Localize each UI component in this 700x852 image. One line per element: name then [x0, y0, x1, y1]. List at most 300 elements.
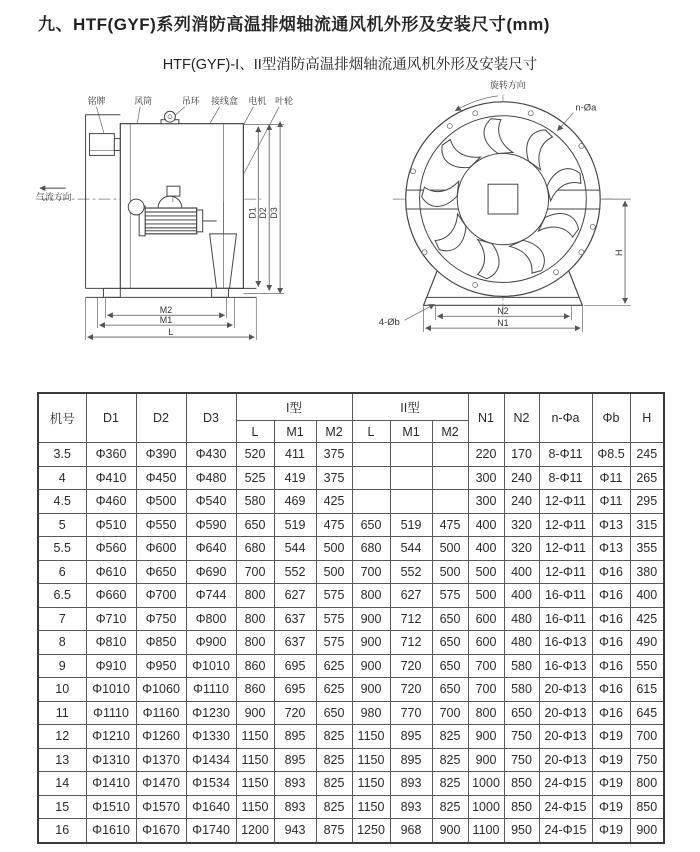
table-cell: 1000 [468, 772, 504, 796]
table-cell: Φ360 [86, 443, 136, 467]
col-n2: N2 [504, 393, 539, 443]
col-d1: D1 [86, 393, 136, 443]
dim-h-label: H [613, 249, 624, 256]
table-cell: Φ650 [136, 560, 186, 584]
table-cell: 893 [390, 795, 432, 819]
table-row [38, 654, 664, 678]
table-row [38, 607, 664, 631]
table-cell: Φ410 [86, 466, 136, 490]
dim-l-label: L [168, 327, 174, 338]
col-n-phi-a: n-Φa [539, 393, 592, 443]
table-cell: Φ1110 [186, 678, 236, 702]
table-cell: 800 [236, 631, 274, 655]
table-cell: Φ910 [86, 654, 136, 678]
side-view-drawing [28, 76, 361, 348]
table-cell: 712 [390, 607, 432, 631]
table-cell: Φ16 [592, 654, 630, 678]
table-cell: 875 [316, 819, 352, 843]
table-cell: Φ16 [592, 584, 630, 608]
table-cell: 700 [432, 701, 468, 725]
table-row [38, 490, 664, 514]
table-cell: 295 [630, 490, 664, 514]
table-cell: 15 [38, 795, 86, 819]
table-cell: 3.5 [38, 443, 86, 467]
table-cell: Φ450 [136, 466, 186, 490]
table-cell: 943 [274, 819, 316, 843]
table-cell: 712 [390, 631, 432, 655]
table-cell: Φ1260 [136, 725, 186, 749]
table-cell: Φ16 [592, 607, 630, 631]
table-cell: Φ1434 [186, 748, 236, 772]
table-cell: 900 [352, 607, 390, 631]
table-cell: Φ19 [592, 819, 630, 843]
table-cell: 519 [274, 513, 316, 537]
table-cell: Φ1210 [86, 725, 136, 749]
table-cell: 720 [390, 654, 432, 678]
table-cell: 900 [352, 654, 390, 678]
table-cell: 16 [38, 819, 86, 843]
lifting-ring-label: 吊环 [181, 95, 200, 106]
table-cell: 700 [236, 560, 274, 584]
table-cell: 400 [468, 537, 504, 561]
table-cell: 550 [630, 654, 664, 678]
table-cell: Φ480 [186, 466, 236, 490]
table-cell: 650 [432, 678, 468, 702]
col-type2-l: L [352, 421, 390, 443]
col-group-type2: II型 [352, 393, 468, 421]
table-cell: 645 [630, 701, 664, 725]
table-row [38, 513, 664, 537]
table-cell: Φ390 [136, 443, 186, 467]
table-header [38, 393, 664, 443]
table-cell: 16-Φ13 [539, 654, 592, 678]
table-cell: 1250 [352, 819, 390, 843]
table-cell: Φ1410 [86, 772, 136, 796]
table-row [38, 701, 664, 725]
dimension-ml [86, 297, 257, 340]
table-cell: 600 [468, 607, 504, 631]
table-cell: Φ11 [592, 466, 630, 490]
table-cell: Φ810 [86, 631, 136, 655]
table-row [38, 560, 664, 584]
table-cell: 320 [504, 537, 539, 561]
table-cell: 895 [274, 748, 316, 772]
table-cell: 1150 [236, 795, 274, 819]
table-cell: 1150 [236, 772, 274, 796]
table-cell: Φ900 [186, 631, 236, 655]
table-cell: Φ1010 [86, 678, 136, 702]
table-cell: 519 [390, 513, 432, 537]
rotation-label: 旋转方向 [489, 79, 526, 90]
table-cell: 400 [504, 560, 539, 584]
table-cell: Φ19 [592, 725, 630, 749]
table-cell: Φ700 [136, 584, 186, 608]
table-row [38, 725, 664, 749]
table-cell: 411 [274, 443, 316, 467]
table-cell: 720 [274, 701, 316, 725]
col-type2-m2: M2 [432, 421, 468, 443]
table-cell: 650 [316, 701, 352, 725]
table-cell: 950 [504, 819, 539, 843]
table-cell: 720 [390, 678, 432, 702]
dimension-n [423, 306, 582, 332]
dim-d2-label: D2 [258, 207, 269, 219]
table-cell: 5 [38, 513, 86, 537]
table-cell: 400 [630, 584, 664, 608]
table-cell: 615 [630, 678, 664, 702]
table-cell: 7 [38, 607, 86, 631]
table-cell: Φ16 [592, 631, 630, 655]
table-cell: Φ1470 [136, 772, 186, 796]
table-cell: Φ16 [592, 678, 630, 702]
table-cell: 13 [38, 748, 86, 772]
table-cell: 680 [236, 537, 274, 561]
table-cell: Φ800 [186, 607, 236, 631]
table-cell: Φ710 [86, 607, 136, 631]
table-cell: 400 [468, 513, 504, 537]
table-row [38, 795, 664, 819]
table-cell: 650 [504, 701, 539, 725]
table-cell: 4 [38, 466, 86, 490]
table-cell: 16-Φ13 [539, 631, 592, 655]
table-cell: 800 [236, 584, 274, 608]
table-cell: Φ1640 [186, 795, 236, 819]
front-view-drawing [361, 76, 698, 348]
table-cell: 1200 [236, 819, 274, 843]
table-cell: 8-Φ11 [539, 443, 592, 467]
table-cell: 825 [432, 725, 468, 749]
page-subtitle: HTF(GYF)-I、II型消防高温排烟轴流通风机外形及安装尺寸 [162, 57, 538, 73]
table-cell: 500 [468, 560, 504, 584]
table-cell: 580 [504, 654, 539, 678]
table-cell [390, 443, 432, 467]
table-cell: 425 [630, 607, 664, 631]
table-cell: 8-Φ11 [539, 466, 592, 490]
table-cell: 375 [316, 443, 352, 467]
table-cell: Φ1534 [186, 772, 236, 796]
table-cell: Φ590 [186, 513, 236, 537]
table-cell: 12-Φ11 [539, 513, 592, 537]
table-cell: 625 [316, 678, 352, 702]
table-cell: 380 [630, 560, 664, 584]
col-d2: D2 [136, 393, 186, 443]
dim-n2-label: N2 [496, 306, 509, 317]
col-type1-m2: M2 [316, 421, 352, 443]
drawings-row [0, 76, 700, 348]
table-cell: 850 [504, 772, 539, 796]
dim-d1-label: D1 [247, 207, 258, 219]
table-cell: 627 [390, 584, 432, 608]
table-cell: 895 [274, 725, 316, 749]
table-cell: 695 [274, 654, 316, 678]
table-cell [432, 443, 468, 467]
table-cell: 750 [630, 748, 664, 772]
table-cell: Φ950 [136, 654, 186, 678]
table-cell: 580 [504, 678, 539, 702]
table-cell: Φ13 [592, 537, 630, 561]
table-cell: 825 [432, 795, 468, 819]
table-cell: Φ1570 [136, 795, 186, 819]
table-cell: Φ660 [86, 584, 136, 608]
table-cell: Φ19 [592, 772, 630, 796]
table-cell [352, 443, 390, 467]
table-cell: Φ1160 [136, 701, 186, 725]
table-cell: 900 [352, 631, 390, 655]
hub-square [488, 184, 518, 214]
col-type1-l: L [236, 421, 274, 443]
table-cell: Φ1060 [136, 678, 186, 702]
table-cell: 16-Φ11 [539, 584, 592, 608]
table-cell: 24-Φ15 [539, 772, 592, 796]
dim-m2-label: M2 [159, 305, 173, 316]
table-cell: 893 [274, 772, 316, 796]
table-cell: 580 [236, 490, 274, 514]
table-cell: 770 [390, 701, 432, 725]
table-cell: 700 [352, 560, 390, 584]
page [0, 10, 700, 844]
table-cell: 425 [316, 490, 352, 514]
table-cell: 20-Φ13 [539, 678, 592, 702]
table-cell: 544 [274, 537, 316, 561]
table-cell: Φ1370 [136, 748, 186, 772]
table-cell: 1150 [352, 725, 390, 749]
table-cell: Φ1740 [186, 819, 236, 843]
junction-box [167, 186, 180, 196]
table-row [38, 443, 664, 467]
table-cell: Φ11 [592, 490, 630, 514]
table-cell: 480 [504, 631, 539, 655]
foot-holes-label: 4-Øb [378, 316, 400, 328]
table-cell: 245 [630, 443, 664, 467]
table-cell: 650 [432, 631, 468, 655]
col-machine-no: 机号 [38, 393, 86, 443]
table-cell: 850 [630, 795, 664, 819]
table-cell: 575 [316, 584, 352, 608]
table-cell: Φ540 [186, 490, 236, 514]
table-cell: 750 [504, 748, 539, 772]
col-phi-b: Φb [592, 393, 630, 443]
nameplate [90, 134, 115, 156]
table-cell [390, 466, 432, 490]
table-cell: 893 [390, 772, 432, 796]
table-cell: Φ744 [186, 584, 236, 608]
table-cell: 220 [468, 443, 504, 467]
col-h: H [630, 393, 664, 443]
table-cell [432, 466, 468, 490]
dim-m1-label: M1 [159, 315, 173, 326]
table-cell: 265 [630, 466, 664, 490]
impeller-label: 叶轮 [275, 95, 294, 106]
dimension-d [243, 122, 284, 294]
table-cell: 320 [504, 513, 539, 537]
table-row [38, 631, 664, 655]
table-cell: 575 [316, 607, 352, 631]
airflow-direction [36, 188, 72, 202]
table-cell: 475 [316, 513, 352, 537]
table-cell: 893 [274, 795, 316, 819]
table-cell: 500 [432, 560, 468, 584]
table-cell [390, 490, 432, 514]
table-cell: 24-Φ15 [539, 819, 592, 843]
table-cell: 1150 [352, 748, 390, 772]
table-cell: 20-Φ13 [539, 701, 592, 725]
table-cell: 800 [352, 584, 390, 608]
table-cell: 650 [236, 513, 274, 537]
table-cell: 12-Φ11 [539, 490, 592, 514]
table-cell: 240 [504, 490, 539, 514]
table-cell: 575 [432, 584, 468, 608]
table-row [38, 466, 664, 490]
table-cell: 750 [504, 725, 539, 749]
dimensions-table [37, 392, 665, 844]
table-cell: 860 [236, 678, 274, 702]
table-cell: 469 [274, 490, 316, 514]
table-cell: 170 [504, 443, 539, 467]
table-cell: Φ13 [592, 513, 630, 537]
table-cell: 419 [274, 466, 316, 490]
table-cell: 500 [316, 537, 352, 561]
table-cell: 637 [274, 631, 316, 655]
table-cell: 16-Φ11 [539, 607, 592, 631]
table-cell: 825 [432, 772, 468, 796]
table-cell: 1000 [468, 795, 504, 819]
table-cell: 11 [38, 701, 86, 725]
table-cell: 900 [352, 678, 390, 702]
table-cell: 825 [316, 772, 352, 796]
table-cell: Φ1330 [186, 725, 236, 749]
table-cell [352, 490, 390, 514]
table-cell: 825 [432, 748, 468, 772]
table-cell: 680 [352, 537, 390, 561]
duct-label: 风筒 [134, 95, 153, 106]
table-cell: Φ16 [592, 701, 630, 725]
table-row [38, 537, 664, 561]
table-cell: 315 [630, 513, 664, 537]
table-cell: Φ430 [186, 443, 236, 467]
table-cell: 637 [274, 607, 316, 631]
table-cell: 650 [432, 607, 468, 631]
table-cell: 650 [432, 654, 468, 678]
table-cell: 20-Φ13 [539, 725, 592, 749]
table-cell: 520 [236, 443, 274, 467]
table-cell: 1150 [352, 795, 390, 819]
table-cell: 1100 [468, 819, 504, 843]
table-cell: Φ8.5 [592, 443, 630, 467]
table-cell: 980 [352, 701, 390, 725]
table-cell: Φ560 [86, 537, 136, 561]
foot-holes-callout [378, 304, 434, 327]
table-cell: 1150 [236, 748, 274, 772]
table-cell: 4.5 [38, 490, 86, 514]
motor-label: 电机 [248, 95, 267, 106]
table-row [38, 748, 664, 772]
airflow-label: 气流方向 [35, 192, 72, 203]
table-cell: 355 [630, 537, 664, 561]
table-cell: 895 [390, 725, 432, 749]
table-cell: Φ500 [136, 490, 186, 514]
table-cell: 12-Φ11 [539, 537, 592, 561]
table-cell: 575 [316, 631, 352, 655]
table-cell: 900 [432, 819, 468, 843]
table-body [38, 443, 664, 843]
table-cell [352, 466, 390, 490]
table-cell: 900 [468, 725, 504, 749]
dim-d3-label: D3 [269, 207, 280, 219]
table-cell: 240 [504, 466, 539, 490]
table-cell: 544 [390, 537, 432, 561]
table-cell: 650 [352, 513, 390, 537]
table-cell: Φ460 [86, 490, 136, 514]
table-cell: 300 [468, 490, 504, 514]
table-cell: 900 [468, 748, 504, 772]
table-cell: 700 [468, 654, 504, 678]
table-cell: Φ19 [592, 748, 630, 772]
table-cell: Φ1230 [186, 701, 236, 725]
table-cell: 800 [236, 607, 274, 631]
table-cell: 850 [504, 795, 539, 819]
table-cell: 500 [468, 584, 504, 608]
table-cell: 895 [390, 748, 432, 772]
table-row [38, 584, 664, 608]
table-cell: 6 [38, 560, 86, 584]
table-cell: 5.5 [38, 537, 86, 561]
junction-box-label: 接线盒 [211, 95, 238, 106]
table-cell: 860 [236, 654, 274, 678]
table-cell: 500 [432, 537, 468, 561]
table-row [38, 819, 664, 843]
table-cell: 24-Φ15 [539, 795, 592, 819]
table-cell: Φ1110 [86, 701, 136, 725]
table-cell: 625 [316, 654, 352, 678]
table-cell: 480 [504, 607, 539, 631]
col-type1-m1: M1 [274, 421, 316, 443]
col-group-type1: I型 [236, 393, 352, 421]
table-cell: 490 [630, 631, 664, 655]
inlet-box [86, 115, 121, 289]
page-title: 九、HTF(GYF)系列消防高温排烟轴流通风机外形及安装尺寸(mm) [38, 15, 550, 34]
bolt-circle-label: n-Øa [574, 101, 596, 113]
table-cell: Φ850 [136, 631, 186, 655]
table-cell: Φ1310 [86, 748, 136, 772]
table-cell: 525 [236, 466, 274, 490]
table-cell: 825 [316, 795, 352, 819]
table-cell: Φ19 [592, 795, 630, 819]
nameplate-label: 铭牌 [87, 95, 106, 106]
table-cell: Φ750 [136, 607, 186, 631]
dim-n1-label: N1 [496, 318, 509, 329]
table-cell: Φ1610 [86, 819, 136, 843]
col-d3: D3 [186, 393, 236, 443]
table-cell: 375 [316, 466, 352, 490]
table-cell: 12 [38, 725, 86, 749]
table-row [38, 772, 664, 796]
table-cell: 10 [38, 678, 86, 702]
col-n1: N1 [468, 393, 504, 443]
table-cell: Φ510 [86, 513, 136, 537]
table-cell: 600 [468, 631, 504, 655]
table-cell: 552 [274, 560, 316, 584]
table-cell: 20-Φ13 [539, 748, 592, 772]
table-cell: Φ1670 [136, 819, 186, 843]
table-cell: 825 [316, 725, 352, 749]
table-cell: 825 [316, 748, 352, 772]
table-cell: 500 [316, 560, 352, 584]
table-cell: 400 [504, 584, 539, 608]
table-cell: 700 [468, 678, 504, 702]
table-cell: 9 [38, 654, 86, 678]
table-row [38, 678, 664, 702]
table-cell: 552 [390, 560, 432, 584]
